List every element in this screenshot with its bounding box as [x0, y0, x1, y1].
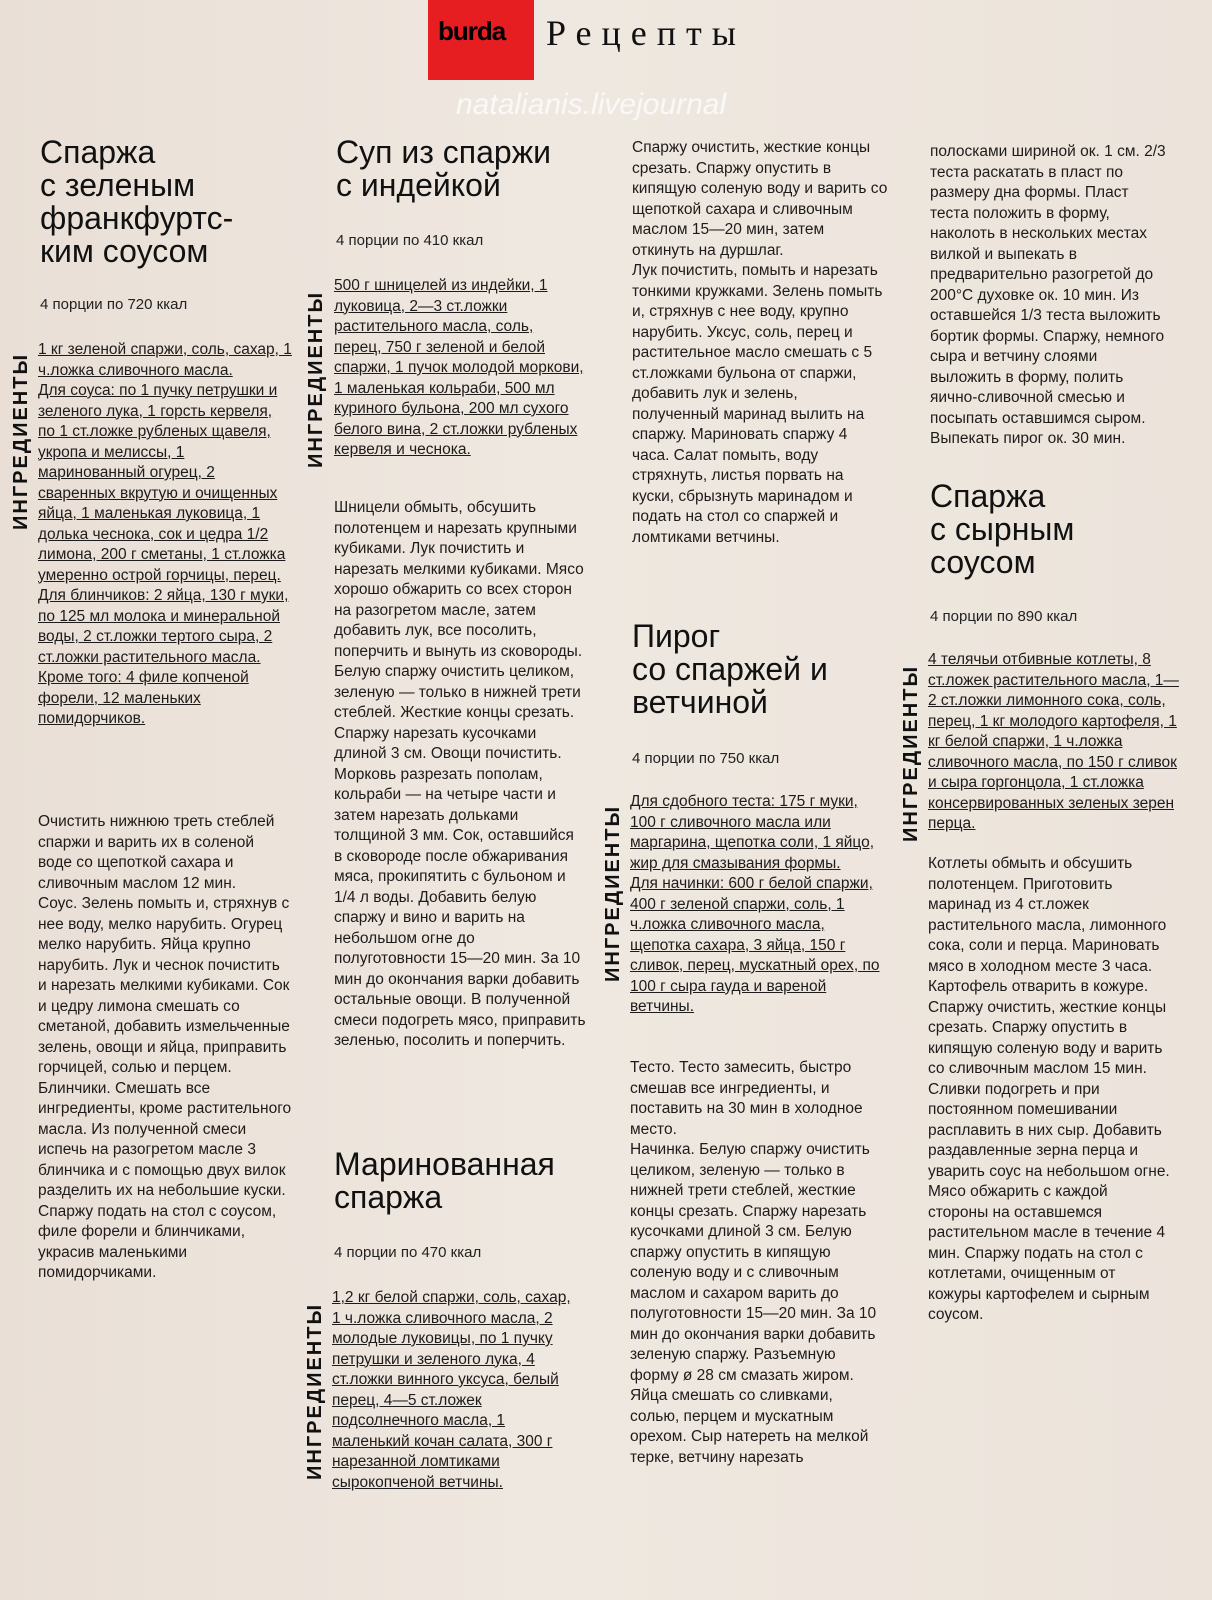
method-text-continued: [930, 142, 1170, 450]
ingredient-group: Для начинки: 600 г белой спаржи, 400 г зеленой спаржи, соль, 1 ч.ложка сливочного масла, щепотка сахара, 3 яйца, 150 г сливок, перец, мускатный орех, по 100 г сыра гауда и вареной ветчины.: [630, 875, 880, 1015]
ingredients-label: ИНГРЕДИЕНТЫ: [602, 804, 624, 982]
watermark: natalianis.livejournal: [456, 88, 727, 121]
method-paragraph: Шницели обмыть, обсушить полотенцем и нарезать крупными кубиками. Лук почистить и нарезать мелкими кубиками. Мясо хорошо обжарить со всех сторон на разогретом масле, затем добавить лук, все посолить, поперчить и вынуть из сковороды. Белую спаржу очистить целиком, зеленую — только в нижней трети стеблей. Жесткие концы срезать. Спаржу нарезать кусочками длиной 3 см. Овощи почистить. Морковь разрезать пополам, кольраби — на четыре части и затем нарезать дольками толщиной 3 мм. Сок, оставшийся в сковороде после обжаривания мяса, прокипятить с бульоном и 1/4 л воды. Добавить белую спаржу и вино и варить на небольшом огне до полуготовности 15—20 мин. За 10 мин до окончания варки добавить остальные овощи. В полученной смеси подогреть мясо, приправить зеленью, посолить и поперчить.: [334, 499, 586, 1049]
ingredient-group: 1 кг зеленой спаржи, соль, сахар, 1 ч.ложка сливочного масла.: [38, 341, 292, 379]
method-text: [928, 854, 1172, 1326]
ingredients-label: ИНГРЕДИЕНТЫ: [900, 664, 922, 842]
method-paragraph: Блинчики. Смешать все ингредиенты, кроме растительного масла. Из полученной смеси испечь на разогретом масле 3 блинчика и с помощью двух вилок разделить их на небольшие куски. Спаржу подать на стол с соусом, филе форели и блинчиками, украсив маленькими помидорчиками.: [38, 1079, 292, 1281]
recipe-title: Маринованная спаржа: [334, 1146, 555, 1215]
method-text: [334, 498, 586, 1052]
section-title: Рецепты: [546, 13, 746, 53]
method-paragraph: Лук почистить, помыть и нарезать тонкими кружками. Зелень помыть и, стряхнув с нее воду, крупно нарубить. Уксус, соль, перец и растительное масло смешать с 5 ст.ложками бульона от спаржи, добавить лук и зелень, полученный маринад вылить на спаржу. Мариновать спаржу 4 часа. Салат помыть, воду стряхнуть, листья порвать на куски, сбрызнуть маринадом и подать на стол со спаржей и ломтиками ветчины.: [632, 262, 883, 546]
ingredients-list: [928, 650, 1180, 835]
method-text: [630, 1058, 884, 1468]
ingredients-list: [332, 1288, 582, 1493]
recipe-kcal: 4 порции по 470 ккал: [334, 1244, 482, 1261]
recipe-kcal: 4 порции по 720 ккал: [40, 296, 188, 313]
method-text: [38, 812, 292, 1284]
recipe-kcal: 4 порции по 750 ккал: [632, 750, 780, 767]
ingredient-group: Для соуса: по 1 пучку петрушки и зеленого лука, 1 горсть кервеля, по 1 ст.ложке рубленых щавеля, укропа и мелиссы, 1 маринованный огурец, 2 сваренных вкрутую и очищенных яйца, 1 маленькая луковица, 1 долька чеснока, сок и цедра 1/2 лимона, 200 г сметаны, 1 ст.ложка умеренно острой горчицы, перец.: [38, 382, 286, 584]
ingredients-label: ИНГРЕДИЕНТЫ: [304, 1302, 326, 1480]
ingredients-list: [38, 340, 292, 730]
recipe-title: Пирог со спаржей и ветчиной: [632, 618, 828, 720]
ingredient-group: 4 телячьи отбивные котлеты, 8 ст.ложек растительного масла, 1—2 ст.ложки лимонного сока, соль, перец, 1 кг молодого картофеля, 1 кг белой спаржи, 1 ч.ложка сливочного масла, по 150 г сливок и сыра горгонцола, 1 ст.ложка консервированных зеленых зерен перца.: [928, 651, 1179, 832]
ingredient-group: 1,2 кг белой спаржи, соль, сахар, 1 ч.ложка сливочного масла, 2 молодые луковицы, по 1 пучку петрушки и зеленого лука, 4 ст.ложки винного уксуса, белый перец, 4—5 ст.ложек подсолнечного масла, 1 маленький кочан салата, 300 г нарезанной ломтиками сырокопченой ветчины.: [332, 1289, 571, 1491]
ingredient-group: 500 г шницелей из индейки, 1 луковица, 2—3 ст.ложки растительного масла, соль, перец, 750 г зеленой и белой спаржи, 1 пучок молодой моркови, 1 маленькая кольраби, 500 мл куриного бульона, 200 мл сухого белого вина, 2 ст.ложки рубленых кервеля и чеснока.: [334, 277, 584, 458]
recipe-kcal: 4 порции по 410 ккал: [336, 232, 484, 249]
ingredients-label: ИНГРЕДИЕНТЫ: [305, 290, 327, 468]
ingredients-list: [334, 276, 584, 461]
logo-text: burda: [438, 16, 506, 46]
ingredient-group: Кроме того: 4 филе копченой форели, 12 маленьких помидорчиков.: [38, 669, 249, 727]
method-paragraph: Очистить нижнюю треть стеблей спаржи и варить их в соленой воде со щепоткой сахара и сливочным маслом 12 мин.: [38, 813, 275, 892]
recipe-title: Суп из спаржи с индейкой: [336, 134, 551, 203]
ingredients-label: ИНГРЕДИЕНТЫ: [10, 352, 32, 530]
recipe-kcal: 4 порции по 890 ккал: [930, 608, 1078, 625]
method-paragraph: полосками шириной ок. 1 см. 2/3 теста раскатать в пласт по размеру дна формы. Пласт теста положить в форму, наколоть в нескольких местах вилкой и выпекать в предварительно разогретой до 200°С духовке ок. 10 мин. Из оставшейся 1/3 теста выложить бортик формы. Спаржу, немного сыра и ветчину слоями выложить в форму, полить яично-сливочной смесью и посыпать оставшимся сыром. Выпекать пирог ок. 30 мин.: [930, 143, 1166, 447]
method-paragraph: Котлеты обмыть и обсушить полотенцем. Приготовить маринад из 4 ст.ложек растительного масла, лимонного сока, соли и перца. Мариновать мясо в холодном месте 3 часа.: [928, 855, 1167, 975]
burda-logo: [428, 0, 534, 80]
ingredient-group: Для сдобного теста: 175 г муки, 100 г сливочного масла или маргарина, щепотка соли, 1 яйцо, жир для смазывания формы.: [630, 793, 875, 872]
method-text: [632, 138, 888, 548]
ingredients-list: [630, 792, 884, 1018]
method-paragraph: Картофель отварить в кожуре. Спаржу очистить, жесткие концы срезать. Спаржу опустить в кипящую соленую воду и варить со сливочным маслом 15 мин.: [928, 978, 1167, 1077]
method-paragraph: Тесто. Тесто замесить, быстро смешав все ингредиенты, и поставить на 30 мин в холодное место.: [630, 1059, 863, 1138]
method-paragraph: Соус. Зелень помыть и, стряхнув с нее воду, мелко нарубить. Огурец мелко нарубить. Яйца крупно нарубить. Лук и чеснок почистить и нарезать мелкими кубиками. Сок и цедру лимона смешать со сметаной, добавить измельченные зелень, овощи и яйца, приправить горчицей, солью и перцем.: [38, 895, 290, 1076]
method-paragraph: Начинка. Белую спаржу очистить целиком, зеленую — только в нижней трети стеблей, жесткие концы срезать. Спаржу нарезать кусочками длиной 3 см. Белую спаржу опустить в кипящую соленую воду и с сливочным маслом и сахаром варить до полуготовности 15—20 мин. За 10 мин до окончания варки добавить зеленую спаржу. Разъемную форму ø 28 см смазать жиром. Яйца смешать со сливками, солью, перцем и мускатным орехом. Сыр натереть на мелкой терке, ветчину нарезать: [630, 1141, 877, 1466]
recipe-title: Спаржа с сырным соусом: [930, 478, 1075, 580]
method-paragraph: Спаржу очистить, жесткие концы срезать. Спаржу опустить в кипящую соленую воду и варить со щепоткой сахара и сливочным маслом 15—20 мин, затем откинуть на дуршлаг.: [632, 139, 888, 259]
recipe-title: Спаржа с зеленым франкфуртс- ким соусом: [40, 134, 234, 269]
method-paragraph: Сливки подогреть и при постоянном помешивании расплавить в них сыр. Добавить раздавленные зерна перца и уварить соус на небольшом огне. Мясо обжарить с каждой стороны на оставшемся растительном масле в течение 4 мин. Спаржу подать на стол с котлетами, очищенным от кожуры картофелем и сырным соусом.: [928, 1080, 1170, 1323]
ingredient-group: Для блинчиков: 2 яйца, 130 г муки, по 125 мл молока и минеральной воды, 2 ст.ложки тертого сыра, 2 ст.ложки растительного масла.: [38, 587, 289, 666]
